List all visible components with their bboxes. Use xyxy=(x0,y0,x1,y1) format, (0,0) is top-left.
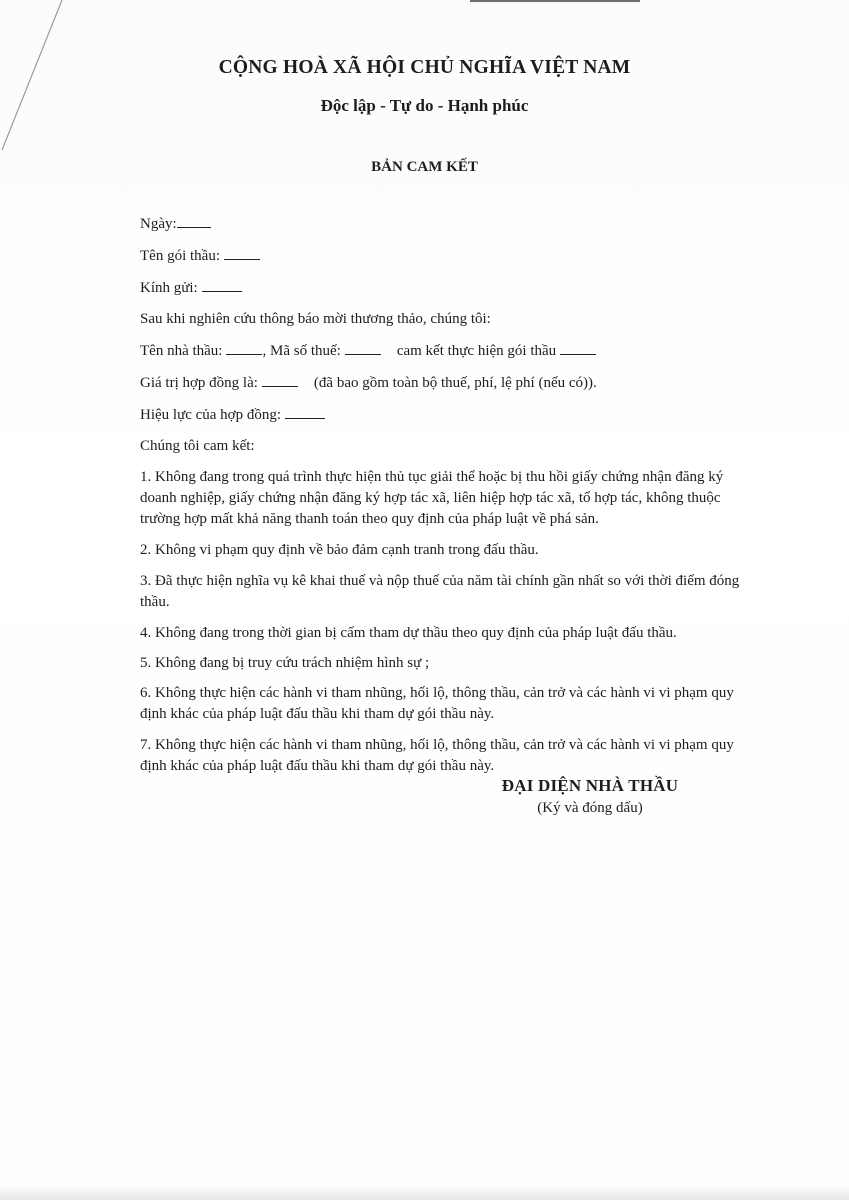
contractor-field xyxy=(140,340,740,362)
signature-block xyxy=(430,776,750,817)
tax-code-label: , Mã số thuế: xyxy=(262,343,341,359)
commitment-item-4: 4. Không đang trong thời gian bị cấm tham dự thầu theo quy định của pháp luật đấu thầu. xyxy=(140,625,677,641)
scan-bottom-shadow xyxy=(0,1186,849,1200)
scan-top-mark xyxy=(470,0,640,2)
commitment-item-3: 3. Đã thực hiện nghĩa vụ kê khai thuế và nộp thuế của năm tài chính gần nhất so với thời điểm đóng thầu. xyxy=(140,573,740,610)
scan-edge-line xyxy=(0,0,80,170)
contract-value-label: Giá trị hợp đồng là: xyxy=(140,375,258,391)
commitment-item-6: 6. Không thực hiện các hành vi tham nhũng, hối lộ, thông thầu, cản trở và các hành vi vi phạm quy định khác của pháp luật đấu thầu khi tham dự gói thầu này. xyxy=(140,685,734,722)
national-motto: Độc lập - Tự do - Hạnh phúc xyxy=(320,96,529,115)
commitment-item-2: 2. Không vi phạm quy định về bảo đảm cạnh tranh trong đấu thầu. xyxy=(140,542,539,558)
intro-text: Sau khi nghiên cứu thông báo mời thương thảo, chúng tôi: xyxy=(140,311,491,327)
recipient-blank xyxy=(202,277,242,292)
contract-value-field xyxy=(140,372,740,394)
recipient-field xyxy=(140,277,740,299)
date-field xyxy=(140,213,740,235)
validity-field xyxy=(140,404,740,426)
contractor-label: Tên nhà thầu: xyxy=(140,343,223,359)
contract-value-blank xyxy=(262,372,298,387)
tax-code-blank xyxy=(345,340,381,355)
commit-package-label: cam kết thực hiện gói thầu xyxy=(396,343,557,359)
national-title: CỘNG HOÀ XÃ HỘI CHỦ NGHĨA VIỆT NAM xyxy=(218,57,631,78)
package-field xyxy=(140,245,740,267)
validity-blank xyxy=(285,404,325,419)
contractor-blank xyxy=(226,340,262,355)
intro-line xyxy=(140,309,740,330)
document-title: BẢN CAM KẾT xyxy=(371,159,478,175)
signature-title: ĐẠI DIỆN NHÀ THẦU xyxy=(501,776,679,795)
commitment-item-5: 5. Không đang bị truy cứu trách nhiệm hình sự ; xyxy=(140,655,430,671)
commit-package-blank xyxy=(560,340,596,355)
document-body xyxy=(140,213,740,787)
date-label: Ngày: xyxy=(140,216,177,232)
validity-label: Hiệu lực của hợp đồng: xyxy=(140,407,282,423)
package-label: Tên gói thầu: xyxy=(140,248,220,264)
date-blank xyxy=(177,213,211,228)
commitment-item-7: 7. Không thực hiện các hành vi tham nhũng, hối lộ, thông thầu, cản trở và các hành vi vi phạm quy định khác của pháp luật đấu thầu khi tham dự gói thầu này. xyxy=(140,737,734,774)
commitment-item-1: 1. Không đang trong quá trình thực hiện thủ tục giải thể hoặc bị thu hồi giấy chứng nhận đăng ký doanh nghiệp, giấy chứng nhận đăng ký hợp tác xã, liên hiệp hợp tác xã, tổ hợp tác, không thuộc trường hợp mất khả năng thanh toán theo quy định của pháp luật về phá sản. xyxy=(140,469,724,527)
signature-note: (Ký và đóng dấu) xyxy=(537,800,643,816)
package-blank xyxy=(224,245,260,260)
recipient-label: Kính gửi: xyxy=(140,280,198,296)
commit-heading xyxy=(140,436,740,457)
commit-heading-text: Chúng tôi cam kết: xyxy=(140,438,255,454)
contract-value-note: (đã bao gồm toàn bộ thuế, phí, lệ phí (nếu có)). xyxy=(313,375,597,391)
